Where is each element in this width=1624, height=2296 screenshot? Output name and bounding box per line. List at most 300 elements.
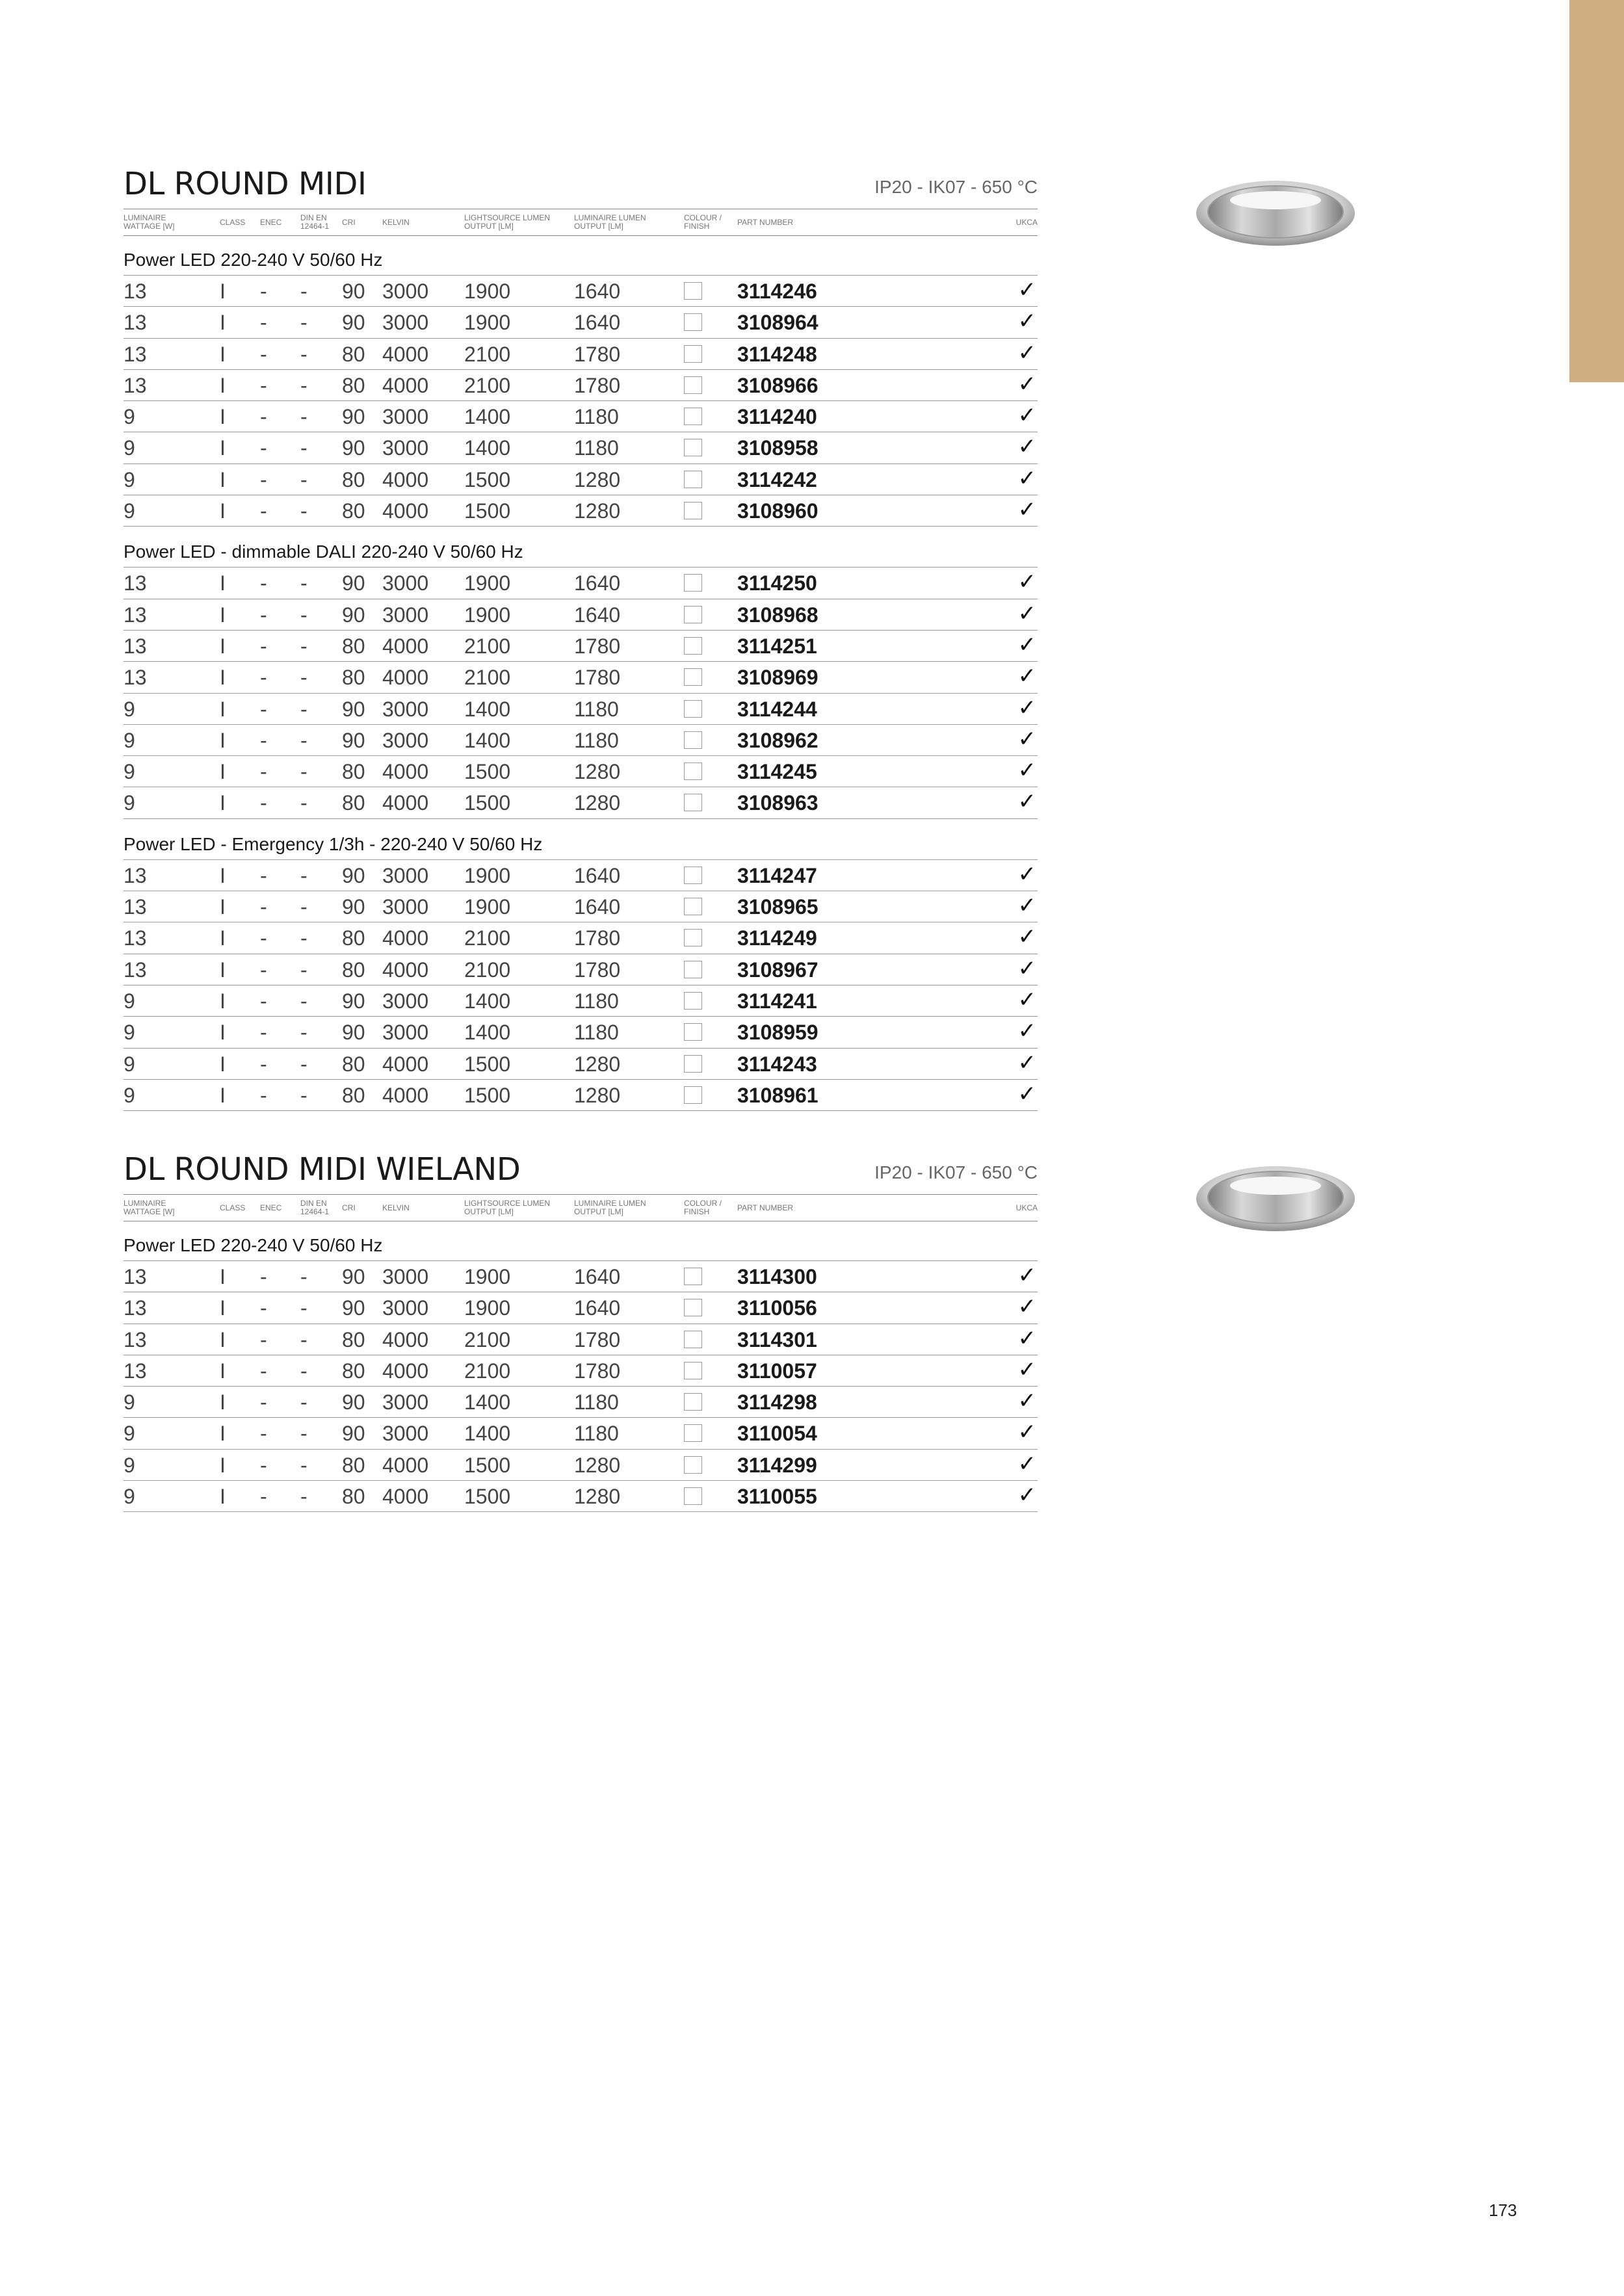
cell-luminaire-lumen: 1180 [574,989,619,1013]
finish-swatch [684,898,702,915]
cell-kelvin: 3000 [382,1422,429,1446]
col-part-number: PART NUMBER [737,218,794,227]
table-row [124,599,1038,631]
table-row [124,985,1038,1017]
table-row [124,1324,1038,1355]
cell-enec: - [260,634,267,658]
cell-cri: 90 [342,863,365,887]
cell-luminaire-lumen: 1180 [574,728,619,752]
page-number: 173 [1489,2200,1517,2220]
cell-luminaire-lumen: 1780 [574,1327,621,1351]
cell-cri: 90 [342,1422,365,1446]
cell-luminaire-lumen: 1640 [574,863,621,887]
ukca-check-icon: ✓ [1017,1018,1036,1045]
cell-wattage: 13 [124,1359,147,1383]
ukca-check-icon: ✓ [1017,434,1036,460]
col-cri: CRI [342,218,356,227]
table-row [124,1481,1038,1512]
cell-kelvin: 3000 [382,1296,429,1320]
cell-kelvin: 4000 [382,342,429,366]
cell-lightsource-lumen: 2100 [464,926,511,950]
cell-lightsource-lumen: 1500 [464,1052,511,1076]
ukca-check-icon: ✓ [1017,1262,1036,1288]
cell-cri: 80 [342,467,365,491]
cell-cri: 80 [342,373,365,397]
cell-kelvin: 4000 [382,1083,429,1107]
cell-enec: - [260,280,267,303]
cell-enec: - [260,499,267,523]
cell-lightsource-lumen: 1400 [464,405,511,429]
cell-class: I [220,989,226,1013]
cell-wattage: 9 [124,467,135,491]
cell-din: - [300,1453,308,1477]
finish-swatch [684,637,702,655]
cell-cri: 80 [342,958,365,982]
cell-wattage: 9 [124,1083,135,1107]
finish-swatch [684,574,702,592]
cell-class: I [220,342,226,366]
table-row [124,756,1038,787]
cell-lightsource-lumen: 1400 [464,1422,511,1446]
finish-swatch [684,1055,702,1073]
cell-class: I [220,728,226,752]
cell-class: I [220,499,226,523]
cell-class: I [220,1052,226,1076]
ukca-check-icon: ✓ [1017,955,1036,982]
cell-din: - [300,1422,308,1446]
table-row [124,370,1038,401]
cell-part-number: 3114242 [737,467,817,491]
col-ukca: UKCA [1015,218,1038,227]
cell-din: - [300,1083,308,1107]
cell-part-number: 3108958 [737,436,819,460]
cell-din: - [300,989,308,1013]
cell-part-number: 3108961 [737,1083,819,1107]
cell-lightsource-lumen: 1900 [464,311,511,335]
cell-cri: 90 [342,603,365,627]
cell-kelvin: 4000 [382,926,429,950]
cell-lightsource-lumen: 1900 [464,571,511,595]
ukca-check-icon: ✓ [1017,402,1036,429]
cell-cri: 90 [342,697,365,721]
cell-luminaire-lumen: 1180 [574,405,619,429]
cell-cri: 90 [342,311,365,335]
table-row [124,276,1038,307]
cell-enec: - [260,373,267,397]
col-class: CLASS [220,218,246,227]
col-luminaire-lumen: LUMINAIRE LUMEN OUTPUT [LM] [574,213,646,231]
cell-din: - [300,603,308,627]
cell-class: I [220,697,226,721]
cell-wattage: 9 [124,1485,135,1509]
finish-swatch [684,1362,702,1379]
cell-wattage: 13 [124,280,147,303]
cell-din: - [300,863,308,887]
cell-part-number: 3108967 [737,958,819,982]
cell-enec: - [260,1083,267,1107]
table-row [124,495,1038,527]
cell-cri: 90 [342,1296,365,1320]
finish-swatch [684,606,702,623]
cell-lightsource-lumen: 2100 [464,342,511,366]
cell-class: I [220,895,226,919]
col-wattage: LUMINAIRE WATTAGE [W] [124,1199,175,1216]
cell-kelvin: 4000 [382,467,429,491]
cell-part-number: 3114301 [737,1327,817,1351]
cell-din: - [300,1296,308,1320]
ukca-check-icon: ✓ [1017,1325,1036,1351]
cell-enec: - [260,1485,267,1509]
cell-part-number: 3114243 [737,1052,817,1076]
cell-enec: - [260,863,267,887]
finish-swatch [684,1086,702,1104]
table-row [124,631,1038,662]
cell-kelvin: 4000 [382,1052,429,1076]
chapter-tab [1569,0,1624,382]
cell-din: - [300,926,308,950]
cell-kelvin: 3000 [382,1021,429,1045]
cell-wattage: 13 [124,603,147,627]
cell-cri: 90 [342,1390,365,1415]
cell-lightsource-lumen: 1900 [464,895,511,919]
cell-lightsource-lumen: 1400 [464,1390,511,1415]
cell-kelvin: 3000 [382,571,429,595]
cell-class: I [220,1390,226,1415]
cell-class: I [220,1453,226,1477]
cell-enec: - [260,1021,267,1045]
finish-swatch [684,867,702,884]
cell-luminaire-lumen: 1640 [574,603,621,627]
col-enec: ENEC [260,218,282,227]
finish-swatch [684,700,702,718]
col-part-number: PART NUMBER [737,1203,794,1212]
cell-wattage: 13 [124,958,147,982]
cell-class: I [220,1265,226,1288]
cell-class: I [220,603,226,627]
product-title: DL ROUND MIDI [124,166,367,202]
cell-enec: - [260,467,267,491]
cell-class: I [220,311,226,335]
cell-class: I [220,1327,226,1351]
cell-enec: - [260,926,267,950]
cell-class: I [220,958,226,982]
cell-wattage: 13 [124,1296,147,1320]
cell-class: I [220,666,226,690]
cell-enec: - [260,436,267,460]
cell-wattage: 9 [124,728,135,752]
cell-lightsource-lumen: 1500 [464,1083,511,1107]
cell-lightsource-lumen: 1500 [464,499,511,523]
cell-lightsource-lumen: 2100 [464,1359,511,1383]
finish-swatch [684,408,702,425]
cell-part-number: 3114241 [737,989,817,1013]
cell-part-number: 3108962 [737,728,819,752]
finish-swatch [684,1456,702,1474]
ukca-check-icon: ✓ [1017,789,1036,815]
cell-enec: - [260,571,267,595]
cell-din: - [300,342,308,366]
cell-lightsource-lumen: 2100 [464,634,511,658]
cell-luminaire-lumen: 1640 [574,311,621,335]
cell-lightsource-lumen: 1500 [464,760,511,784]
cell-enec: - [260,895,267,919]
table-row [124,464,1038,495]
table-row [124,1017,1038,1048]
cell-luminaire-lumen: 1780 [574,634,621,658]
table-row [124,1387,1038,1418]
cell-class: I [220,863,226,887]
cell-luminaire-lumen: 1280 [574,1453,621,1477]
cell-part-number: 3108968 [737,603,819,627]
cell-class: I [220,926,226,950]
table-row [124,1355,1038,1387]
finish-swatch [684,282,702,300]
cell-cri: 90 [342,280,365,303]
cell-lightsource-lumen: 1400 [464,697,511,721]
table-row [124,787,1038,818]
cell-lightsource-lumen: 1400 [464,1021,511,1045]
cell-wattage: 13 [124,571,147,595]
cell-din: - [300,499,308,523]
cell-part-number: 3114246 [737,280,817,303]
cell-cri: 80 [342,499,365,523]
cell-luminaire-lumen: 1280 [574,1052,621,1076]
cell-lightsource-lumen: 1400 [464,728,511,752]
cell-part-number: 3110055 [737,1485,817,1509]
table-row [124,1049,1038,1080]
cell-part-number: 3114240 [737,405,817,429]
cell-part-number: 3114299 [737,1453,817,1477]
cell-lightsource-lumen: 1900 [464,603,511,627]
cell-kelvin: 3000 [382,1265,429,1288]
cell-lightsource-lumen: 1500 [464,1485,511,1509]
cell-luminaire-lumen: 1180 [574,1021,619,1045]
cell-part-number: 3108969 [737,666,819,690]
cell-din: - [300,728,308,752]
cell-din: - [300,760,308,784]
cell-kelvin: 3000 [382,280,429,303]
cell-wattage: 9 [124,989,135,1013]
cell-kelvin: 3000 [382,311,429,335]
finish-swatch [684,1023,702,1041]
cell-lightsource-lumen: 2100 [464,1327,511,1351]
cell-luminaire-lumen: 1780 [574,373,621,397]
table-header [124,1194,1038,1221]
col-kelvin: KELVIN [382,218,410,227]
cell-kelvin: 3000 [382,989,429,1013]
table-row [124,954,1038,985]
cell-kelvin: 4000 [382,1485,429,1509]
cell-luminaire-lumen: 1780 [574,926,621,950]
table-row [124,694,1038,725]
cell-kelvin: 4000 [382,1327,429,1351]
cell-class: I [220,405,226,429]
table-row [124,922,1038,954]
cell-kelvin: 3000 [382,728,429,752]
ukca-check-icon: ✓ [1017,1482,1036,1509]
ukca-check-icon: ✓ [1017,1419,1036,1446]
cell-wattage: 13 [124,311,147,335]
cell-cri: 80 [342,1485,365,1509]
cell-enec: - [260,1359,267,1383]
cell-din: - [300,280,308,303]
cell-cri: 80 [342,1359,365,1383]
ukca-check-icon: ✓ [1017,1450,1036,1477]
cell-wattage: 9 [124,1422,135,1446]
cell-cri: 90 [342,1265,365,1288]
cell-luminaire-lumen: 1180 [574,436,619,460]
ukca-check-icon: ✓ [1017,1080,1036,1107]
cell-wattage: 13 [124,1265,147,1288]
ukca-check-icon: ✓ [1017,694,1036,721]
ukca-check-icon: ✓ [1017,924,1036,950]
cell-cri: 80 [342,634,365,658]
cell-kelvin: 3000 [382,436,429,460]
ukca-check-icon: ✓ [1017,569,1036,595]
cell-lightsource-lumen: 2100 [464,666,511,690]
cell-lightsource-lumen: 1500 [464,791,511,815]
cell-wattage: 13 [124,1327,147,1351]
ukca-check-icon: ✓ [1017,600,1036,627]
cell-class: I [220,1485,226,1509]
col-kelvin: KELVIN [382,1203,410,1212]
cell-lightsource-lumen: 1400 [464,436,511,460]
finish-swatch [684,961,702,978]
col-luminaire-lumen: LUMINAIRE LUMEN OUTPUT [LM] [574,1199,646,1216]
cell-wattage: 9 [124,1021,135,1045]
table-row [124,401,1038,432]
ukca-check-icon: ✓ [1017,725,1036,752]
product-table [124,235,1038,1111]
cell-enec: - [260,311,267,335]
cell-class: I [220,467,226,491]
cell-part-number: 3114247 [737,863,817,887]
cell-enec: - [260,1265,267,1288]
table-row [124,891,1038,922]
cell-luminaire-lumen: 1640 [574,895,621,919]
cell-class: I [220,280,226,303]
finish-swatch [684,992,702,1010]
cell-wattage: 13 [124,666,147,690]
cell-cri: 80 [342,760,365,784]
ukca-check-icon: ✓ [1017,631,1036,658]
ukca-check-icon: ✓ [1017,339,1036,366]
cell-wattage: 13 [124,895,147,919]
finish-swatch [684,1268,702,1285]
finish-swatch [684,929,702,946]
ukca-check-icon: ✓ [1017,465,1036,491]
cell-din: - [300,1327,308,1351]
cell-cri: 80 [342,342,365,366]
cell-enec: - [260,666,267,690]
cell-lightsource-lumen: 1500 [464,1453,511,1477]
col-class: CLASS [220,1203,246,1212]
ukca-check-icon: ✓ [1017,757,1036,784]
finish-swatch [684,668,702,686]
table-row [124,339,1038,370]
cell-lightsource-lumen: 2100 [464,958,511,982]
cell-luminaire-lumen: 1640 [574,571,621,595]
cell-part-number: 3108963 [737,791,819,815]
group-title: Power LED 220-240 V 50/60 Hz [124,235,1038,276]
cell-kelvin: 4000 [382,373,429,397]
table-row [124,725,1038,756]
cell-cri: 80 [342,1453,365,1477]
cell-part-number: 3114244 [737,697,817,721]
ukca-check-icon: ✓ [1017,1049,1036,1076]
cell-enec: - [260,697,267,721]
cell-luminaire-lumen: 1640 [574,1265,621,1288]
col-din: DIN EN 12464-1 [300,213,330,231]
ukca-check-icon: ✓ [1017,497,1036,523]
ukca-check-icon: ✓ [1017,861,1036,887]
cell-luminaire-lumen: 1180 [574,1422,619,1446]
cell-enec: - [260,603,267,627]
cell-class: I [220,436,226,460]
group-title: Power LED 220-240 V 50/60 Hz [124,1220,1038,1261]
ukca-check-icon: ✓ [1017,308,1036,335]
downlight-photo [1195,178,1356,248]
finish-swatch [684,471,702,488]
cell-enec: - [260,405,267,429]
cell-wattage: 13 [124,926,147,950]
col-din: DIN EN 12464-1 [300,1199,330,1216]
cell-part-number: 3114298 [737,1390,817,1415]
cell-wattage: 9 [124,436,135,460]
cell-din: - [300,467,308,491]
ukca-check-icon: ✓ [1017,1388,1036,1415]
cell-part-number: 3108965 [737,895,819,919]
cell-din: - [300,634,308,658]
cell-luminaire-lumen: 1280 [574,467,621,491]
cell-enec: - [260,1390,267,1415]
cell-cri: 90 [342,989,365,1013]
cell-din: - [300,791,308,815]
cell-enec: - [260,791,267,815]
cell-din: - [300,697,308,721]
cell-part-number: 3114249 [737,926,817,950]
cell-enec: - [260,1296,267,1320]
ukca-check-icon: ✓ [1017,893,1036,919]
cell-cri: 80 [342,1052,365,1076]
col-colour-finish: COLOUR / FINISH [684,1199,722,1216]
cell-lightsource-lumen: 1900 [464,863,511,887]
cell-din: - [300,373,308,397]
cell-din: - [300,571,308,595]
table-row [124,1080,1038,1111]
cell-lightsource-lumen: 1400 [464,989,511,1013]
cell-kelvin: 4000 [382,634,429,658]
cell-din: - [300,1485,308,1509]
cell-luminaire-lumen: 1780 [574,1359,621,1383]
cell-part-number: 3108966 [737,373,819,397]
cell-wattage: 13 [124,863,147,887]
cell-lightsource-lumen: 2100 [464,373,511,397]
cell-cri: 90 [342,405,365,429]
cell-din: - [300,895,308,919]
finish-swatch [684,1299,702,1316]
cell-kelvin: 3000 [382,405,429,429]
cell-din: - [300,311,308,335]
cell-part-number: 3110057 [737,1359,817,1383]
cell-wattage: 9 [124,1453,135,1477]
finish-swatch [684,1331,702,1348]
finish-swatch [684,731,702,749]
cell-kelvin: 4000 [382,499,429,523]
table-row [124,860,1038,891]
table-row [124,1261,1038,1292]
cell-part-number: 3110054 [737,1422,817,1446]
